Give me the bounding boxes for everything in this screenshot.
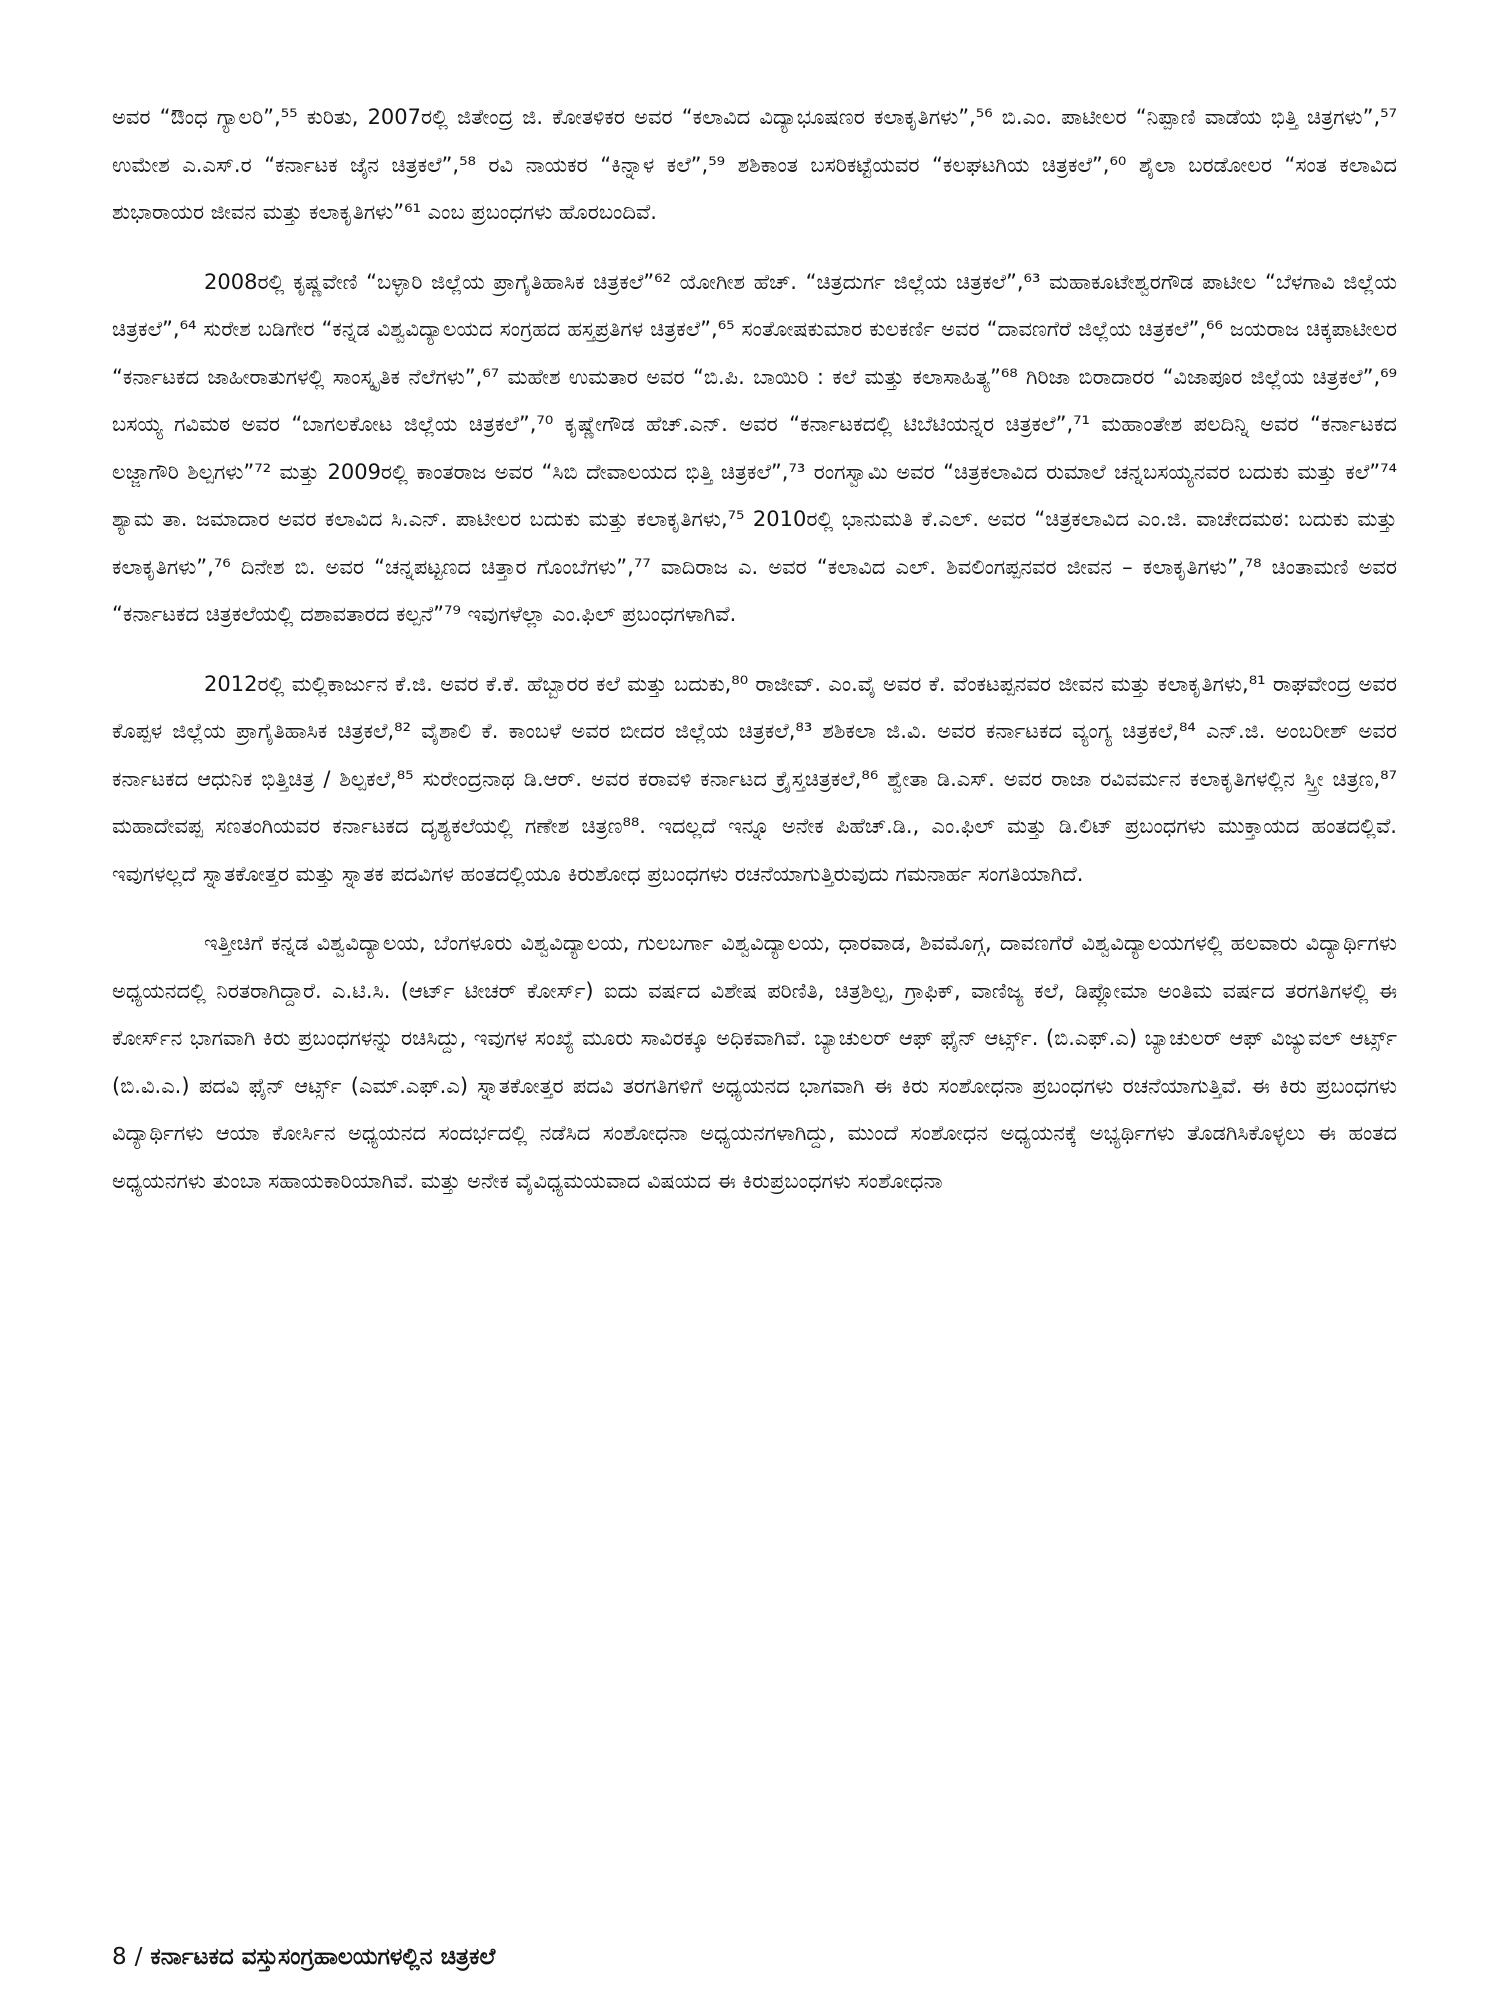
page-footer bbox=[112, 1944, 1397, 1970]
running-title: ಕರ್ನಾಟಕದ ವಸ್ತುಸಂಗ್ರಹಾಲಯಗಳಲ್ಲಿನ ಚಿತ್ರಕಲೆ bbox=[150, 1944, 496, 1970]
paragraph-1: ಅವರ “ಔಂಧ ಗ್ಯಾಲರಿ”,⁵⁵ ಕುರಿತು, 2007ರಲ್ಲಿ ಜಿತೇಂದ್ರ ಜಿ. ಕೋತಳಿಕರ ಅವರ “ಕಲಾವಿದ ವಿದ್ಯಾಭೂಷಣರ ಕಲಾಕೃತಿಗಳು”,⁵⁶ ಬಿ.ಎಂ. ಪಾಟೀಲರ “ನಿಪ್ಪಾಣಿ ವಾಡೆಯ ಭಿತ್ತಿ ಚಿತ್ರಗಳು”,⁵⁷ ಉಮೇಶ ಎ.ಎಸ್.ರ “ಕರ್ನಾಟಕ ಜೈನ ಚಿತ್ರಕಲೆ”,⁵⁸ ರವಿ ನಾಯಕರ “ಕಿನ್ನಾಳ ಕಲೆ”,⁵⁹ ಶಶಿಕಾಂತ ಬಸರಿಕಟ್ಟೆಯವರ “ಕಲಘಟಗಿಯ ಚಿತ್ರಕಲೆ”,⁶⁰ ಶೈಲಾ ಬರಡೋಲರ “ಸಂತ ಕಲಾವಿದ ಶುಭಾರಾಯರ ಜೀವನ ಮತ್ತು ಕಲಾಕೃತಿಗಳು”⁶¹ ಎಂಬ ಪ್ರಬಂಧಗಳು ಹೊರಬಂದಿವೆ. bbox=[112, 105, 1397, 224]
page-number: 8 bbox=[112, 1944, 127, 1970]
body-text bbox=[112, 94, 1397, 1904]
paragraph-3: 2012ರಲ್ಲಿ ಮಲ್ಲಿಕಾರ್ಜುನ ಕೆ.ಜಿ. ಅವರ ಕೆ.ಕೆ. ಹೆಬ್ಬಾರರ ಕಲೆ ಮತ್ತು ಬದುಕು,⁸⁰ ರಾಜೀವ್. ಎಂ.ವೈ ಅವರ ಕೆ. ವೆಂಕಟಪ್ಪನವರ ಜೀವನ ಮತ್ತು ಕಲಾಕೃತಿಗಳು,⁸¹ ರಾಘವೇಂದ್ರ ಅವರ ಕೊಪ್ಪಳ ಜಿಲ್ಲೆಯ ಪ್ರಾಗೈತಿಹಾಸಿಕ ಚಿತ್ರಕಲೆ,⁸² ವೈಶಾಲಿ ಕೆ. ಕಾಂಬಳೆ ಅವರ ಬೀದರ ಜಿಲ್ಲೆಯ ಚಿತ್ರಕಲೆ,⁸³ ಶಶಿಕಲಾ ಜಿ.ವಿ. ಅವರ ಕರ್ನಾಟಕದ ವ್ಯಂಗ್ಯ ಚಿತ್ರಕಲೆ,⁸⁴ ಎನ್.ಜಿ. ಅಂಬರೀಶ್ ಅವರ ಕರ್ನಾಟಕದ ಆಧುನಿಕ ಭಿತ್ತಿಚಿತ್ರ / ಶಿಲ್ಪಕಲೆ,⁸⁵ ಸುರೇಂದ್ರನಾಥ ಡಿ.ಆರ್. ಅವರ ಕರಾವಳಿ ಕರ್ನಾಟದ ಕ್ರೈಸ್ತಚಿತ್ರಕಲೆ,⁸⁶ ಶ್ವೇತಾ ಡಿ.ಎಸ್. ಅವರ ರಾಜಾ ರವಿವರ್ಮನ ಕಲಾಕೃತಿಗಳಲ್ಲಿನ ಸ್ತ್ರೀ ಚಿತ್ರಣ,⁸⁷ ಮಹಾದೇವಪ್ಪ ಸಣತಂಗಿಯವರ ಕರ್ನಾಟಕದ ದೃಶ್ಯಕಲೆಯಲ್ಲಿ ಗಣೇಶ ಚಿತ್ರಣ⁸⁸. ಇದಲ್ಲದೆ ಇನ್ನೂ ಅನೇಕ ಪಿಹೆಚ್.ಡಿ., ಎಂ.ಫಿಲ್ ಮತ್ತು ಡಿ.ಲಿಟ್ ಪ್ರಬಂಧಗಳು ಮುಕ್ತಾಯದ ಹಂತದಲ್ಲಿವೆ. ಇವುಗಳಲ್ಲದೆ ಸ್ನಾತಕೋತ್ತರ ಮತ್ತು ಸ್ನಾತಕ ಪದವಿಗಳ ಹಂತದಲ್ಲಿಯೂ ಕಿರುಶೋಧ ಪ್ರಬಂಧಗಳು ರಚನೆಯಾಗುತ್ತಿರುವುದು ಗಮನಾರ್ಹ ಸಂಗತಿಯಾಗಿದೆ. bbox=[112, 671, 1397, 886]
paragraph-4: ಇತ್ತೀಚಿಗೆ ಕನ್ನಡ ವಿಶ್ವವಿದ್ಯಾಲಯ, ಬೆಂಗಳೂರು ವಿಶ್ವವಿದ್ಯಾಲಯ, ಗುಲಬರ್ಗಾ ವಿಶ್ವವಿದ್ಯಾಲಯ, ಧಾರವಾಡ, ಶಿವಮೊಗ್ಗ, ದಾವಣಗೆರೆ ವಿಶ್ವವಿದ್ಯಾಲಯಗಳಲ್ಲಿ ಹಲವಾರು ವಿದ್ಯಾರ್ಥಿಗಳು ಅಧ್ಯಯನದಲ್ಲಿ ನಿರತರಾಗಿದ್ದಾರೆ. ಎ.ಟಿ.ಸಿ. (ಆರ್ಟ್ ಟೀಚರ್ ಕೋರ್ಸ್) ಐದು ವರ್ಷದ ವಿಶೇಷ ಪರಿಣಿತಿ, ಚಿತ್ರಶಿಲ್ಪ, ಗ್ರಾಫಿಕ್, ವಾಣಿಜ್ಯ ಕಲೆ, ಡಿಪ್ಲೋಮಾ ಅಂತಿಮ ವರ್ಷದ ತರಗತಿಗಳಲ್ಲಿ ಈ ಕೋರ್ಸ್‌ನ ಭಾಗವಾಗಿ ಕಿರು ಪ್ರಬಂಧಗಳನ್ನು ರಚಿಸಿದ್ದು, ಇವುಗಳ ಸಂಖ್ಯೆ ಮೂರು ಸಾವಿರಕ್ಕೂ ಅಧಿಕವಾಗಿವೆ. ಬ್ಯಾಚುಲರ್ ಆಫ್ ಫೈನ್ ಆರ್ಟ್ಸ್. (ಬಿ.ಎಫ್.ಎ) ಬ್ಯಾಚುಲರ್ ಆಫ್ ವಿಜ್ಯುವಲ್ ಆರ್ಟ್ಸ್ (ಬಿ.ವಿ.ಎ.) ಪದವಿ ಫೈನ್ ಆರ್ಟ್ಸ್ (ಎಮ್.ಎಫ್.ಎ) ಸ್ನಾತಕೋತ್ತರ ಪದವಿ ತರಗತಿಗಳಿಗೆ ಅಧ್ಯಯನದ ಭಾಗವಾಗಿ ಈ ಕಿರು ಸಂಶೋಧನಾ ಪ್ರಬಂಧಗಳು ರಚನೆಯಾಗುತ್ತಿವೆ. ಈ ಕಿರು ಪ್ರಬಂಧಗಳು ವಿದ್ಯಾರ್ಥಿಗಳು ಆಯಾ ಕೋರ್ಸಿನ ಅಧ್ಯಯನದ ಸಂದರ್ಭದಲ್ಲಿ ನಡೆಸಿದ ಸಂಶೋಧನಾ ಅಧ್ಯಯನಗಳಾಗಿದ್ದು, ಮುಂದೆ ಸಂಶೋಧನ ಅಧ್ಯಯನಕ್ಕೆ ಅಭ್ಯರ್ಥಿಗಳು ತೊಡಗಿಸಿಕೊಳ್ಳಲು ಈ ಹಂತದ ಅಧ್ಯಯನಗಳು ತುಂಬಾ ಸಹಾಯಕಾರಿಯಾಗಿವೆ. ಮತ್ತು ಅನೇಕ ವೈವಿಧ್ಯಮಯವಾದ ವಿಷಯದ ಈ ಕಿರುಪ್ರಬಂಧಗಳು ಸಂಶೋಧನಾ bbox=[112, 931, 1397, 1193]
paragraph-2: 2008ರಲ್ಲಿ ಕೃಷ್ಣವೇಣಿ “ಬಳ್ಳಾರಿ ಜಿಲ್ಲೆಯ ಪ್ರಾಗೈತಿಹಾಸಿಕ ಚಿತ್ರಕಲೆ”⁶² ಯೋಗೀಶ ಹೆಚ್. “ಚಿತ್ರದುರ್ಗ ಜಿಲ್ಲೆಯ ಚಿತ್ರಕಲೆ”,⁶³ ಮಹಾಕೂಟೇಶ್ವರಗೌಡ ಪಾಟೀಲ “ಬೆಳಗಾವಿ ಜಿಲ್ಲೆಯ ಚಿತ್ರಕಲೆ”,⁶⁴ ಸುರೇಶ ಬಡಿಗೇರ “ಕನ್ನಡ ವಿಶ್ವವಿದ್ಯಾಲಯದ ಸಂಗ್ರಹದ ಹಸ್ತಪ್ರತಿಗಳ ಚಿತ್ರಕಲೆ”,⁶⁵ ಸಂತೋಷಕುಮಾರ ಕುಲಕರ್ಣಿ ಅವರ “ದಾವಣಗೆರೆ ಜಿಲ್ಲೆಯ ಚಿತ್ರಕಲೆ”,⁶⁶ ಜಯರಾಜ ಚಿಕ್ಕಪಾಟೀಲರ “ಕರ್ನಾಟಕದ ಜಾಹೀರಾತುಗಳಲ್ಲಿ ಸಾಂಸ್ಕೃತಿಕ ನೆಲೆಗಳು”,⁶⁷ ಮಹೇಶ ಉಮತಾರ ಅವರ “ಬಿ.ಪಿ. ಬಾಯಿರಿ : ಕಲೆ ಮತ್ತು ಕಲಾಸಾಹಿತ್ಯ”⁶⁸ ಗಿರಿಜಾ ಬಿರಾದಾರರ “ವಿಜಾಪೂರ ಜಿಲ್ಲೆಯ ಚಿತ್ರಕಲೆ”,⁶⁹ ಬಸಯ್ಯ ಗವಿಮಠ ಅವರ “ಬಾಗಲಕೋಟ ಜಿಲ್ಲೆಯ ಚಿತ್ರಕಲೆ”,⁷⁰ ಕೃಷ್ಣೇಗೌಡ ಹೆಚ್.ಎನ್. ಅವರ “ಕರ್ನಾಟಕದಲ್ಲಿ ಟಿಬೆಟಿಯನ್ನರ ಚಿತ್ರಕಲೆ”,⁷¹ ಮಹಾಂತೇಶ ಪಲದಿನ್ನಿ ಅವರ “ಕರ್ನಾಟಕದ ಲಜ್ಜಾಗೌರಿ ಶಿಲ್ಪಗಳು”⁷² ಮತ್ತು 2009ರಲ್ಲಿ ಕಾಂತರಾಜ ಅವರ “ಸಿಬಿ ದೇವಾಲಯದ ಭಿತ್ತಿ ಚಿತ್ರಕಲೆ”,⁷³ ರಂಗಸ್ವಾಮಿ ಅವರ “ಚಿತ್ರಕಲಾವಿದ ರುಮಾಲೆ ಚನ್ನಬಸಯ್ಯನವರ ಬದುಕು ಮತ್ತು ಕಲೆ”⁷⁴ ಶ್ಯಾಮ ತಾ. ಜಮಾದಾರ ಅವರ ಕಲಾವಿದ ಸಿ.ಎನ್. ಪಾಟೀಲರ ಬದುಕು ಮತ್ತು ಕಲಾಕೃತಿಗಳು,⁷⁵ 2010ರಲ್ಲಿ ಭಾನುಮತಿ ಕೆ.ಎಲ್. ಅವರ “ಚಿತ್ರಕಲಾವಿದ ಎಂ.ಜಿ. ವಾಚೇದಮಠ: ಬದುಕು ಮತ್ತು ಕಲಾಕೃತಿಗಳು”,⁷⁶ ದಿನೇಶ ಬಿ. ಅವರ “ಚನ್ನಪಟ್ಟಣದ ಚಿತ್ತಾರ ಗೊಂಬೆಗಳು”,⁷⁷ ವಾದಿರಾಜ ಎ. ಅವರ “ಕಲಾವಿದ ಎಲ್. ಶಿವಲಿಂಗಪ್ಪನವರ ಜೀವನ – ಕಲಾಕೃತಿಗಳು”,⁷⁸ ಚಿಂತಾಮಣಿ ಅವರ “ಕರ್ನಾಟಕದ ಚಿತ್ರಕಲೆಯಲ್ಲಿ ದಶಾವತಾರದ ಕಲ್ಪನೆ”⁷⁹ ಇವುಗಳೆಲ್ಲಾ ಎಂ.ಫಿಲ್ ಪ್ರಬಂಧಗಳಾಗಿವೆ. bbox=[112, 269, 1397, 626]
footer-separator: / bbox=[134, 1944, 143, 1970]
